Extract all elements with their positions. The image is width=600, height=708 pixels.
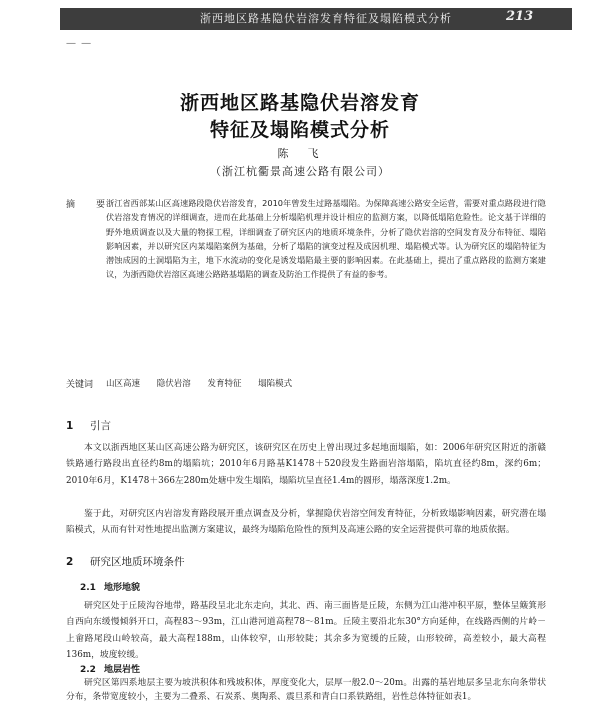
section-heading-1 xyxy=(66,418,111,433)
section-heading-2 xyxy=(66,554,185,569)
section-number: 2 xyxy=(66,556,74,568)
keywords-list xyxy=(106,377,306,389)
subsection-title: 地层岩性 xyxy=(104,665,141,675)
paper-title-line-2: 特征及塌陷模式分析 xyxy=(209,119,390,141)
paper-title-line-1: 浙西地区路基隐伏岩溶发育 xyxy=(179,92,420,114)
subsection-number: 2.1 xyxy=(80,583,96,593)
section-1-paragraph-2: 鉴于此，对研究区内岩溶发育路段展开重点调查及分析，掌握隐伏岩溶空间发育特征，分析致塌影响因素，研究潜在塌陷模式，从而有针对性地提出监测方案建议，最终为塌陷危险性的预判及高速公路的安全运营提供可靠的地质依据。 xyxy=(66,509,546,536)
section-1-paragraph-1: 本文以浙西地区某山区高速公路为研究区，该研究区在历史上曾出现过多起地面塌陷，如：2006年研究区附近的浙赣铁路通行路段出直径约8m的塌陷坑；2010年6月路基K1478＋520段发生路面岩溶塌陷，陷坑直径约8m，深约6m；2010年6月，K1478＋366左280m处塘中发生塌陷，塌陷坑呈直径1.4m的圆形，塌落深度1.2m。 xyxy=(66,443,546,486)
subsection-2-2-text: 研究区第四系地层主要为坡洪积体和残坡积体，厚度变化大，层厚一般2.0～20m。出露的基岩地层多呈北东向条带状分布，条带宽度较小，主要为二叠系、石炭系、奥陶系、震旦系和青白口系铁路组，岩性总体特征如表1。 xyxy=(66,678,546,702)
subsection-number: 2.2 xyxy=(80,665,96,675)
abstract-text: 浙江省西部某山区高速路段隐伏岩溶发育，2010年曾发生过路基塌陷。为保障高速公路安全运营，需要对重点路段进行隐伏岩溶发育情况的详细调查，进而在此基础上分析塌陷机理并设计相应的监测方案，以降低塌陷危险性。论文基于详细的野外地质调查以及大量的物探工程，详细调查了研究区内的地质环境条件，分析了隐伏岩溶的空间发育及分布特征、塌陷影响因素，并以研究区内某塌陷案例为基础，分析了塌陷的演变过程及成因机理、塌陷模式等。认为研究区的塌陷特征为潜蚀成因的土洞塌陷为主，地下水流动的变化是诱发塌陷最主要的影响因素。在此基础上，提出了重点路段的监测方案建议，为浙西隐伏岩溶区高速公路路基塌陷的调查及防治工作提供了有益的参考。 xyxy=(106,198,546,280)
subsection-title: 地形地貌 xyxy=(104,583,141,593)
section-title: 研究区地质环境条件 xyxy=(90,556,185,568)
keywords-label: 关键词 xyxy=(66,380,94,390)
abstract-label: 摘 要 xyxy=(66,200,112,210)
header-left-mark: — — xyxy=(66,38,93,49)
affiliation: （浙江杭衢景高速公路有限公司） xyxy=(210,165,390,178)
section-number: 1 xyxy=(66,420,74,432)
keyword: 隐伏岩溶 xyxy=(156,379,191,389)
section-title: 引言 xyxy=(90,420,111,432)
page-number: 213 xyxy=(506,9,534,24)
keyword: 山区高速 xyxy=(106,379,141,389)
running-header-title: 浙西地区路基隐伏岩溶发育特征及塌陷模式分析 xyxy=(200,12,452,25)
subsection-heading-2-2 xyxy=(80,662,140,675)
author: 陈 飞 xyxy=(277,147,323,160)
keyword: 塌陷模式 xyxy=(258,379,293,389)
subsection-2-1-text: 研究区处于丘陵沟谷地带，路基段呈北北东走向，其北、西、南三面皆是丘陵，东侧为江山港冲积平原，整体呈簸箕形自西向东缓慢倾斜开口，高程83～93m，江山港河道高程78～81m。丘陵主要沿北东30°方向延伸，在线路西侧的片岭－上畲路尾段山岭较高，最大高程188m，山体较窄，山形较陡；其余多为宽缓的丘陵，山形较碎，高差较小，最大高程136m，坡度较缓。 xyxy=(66,601,546,661)
keyword: 发育特征 xyxy=(207,379,242,389)
subsection-heading-2-1 xyxy=(80,580,140,593)
